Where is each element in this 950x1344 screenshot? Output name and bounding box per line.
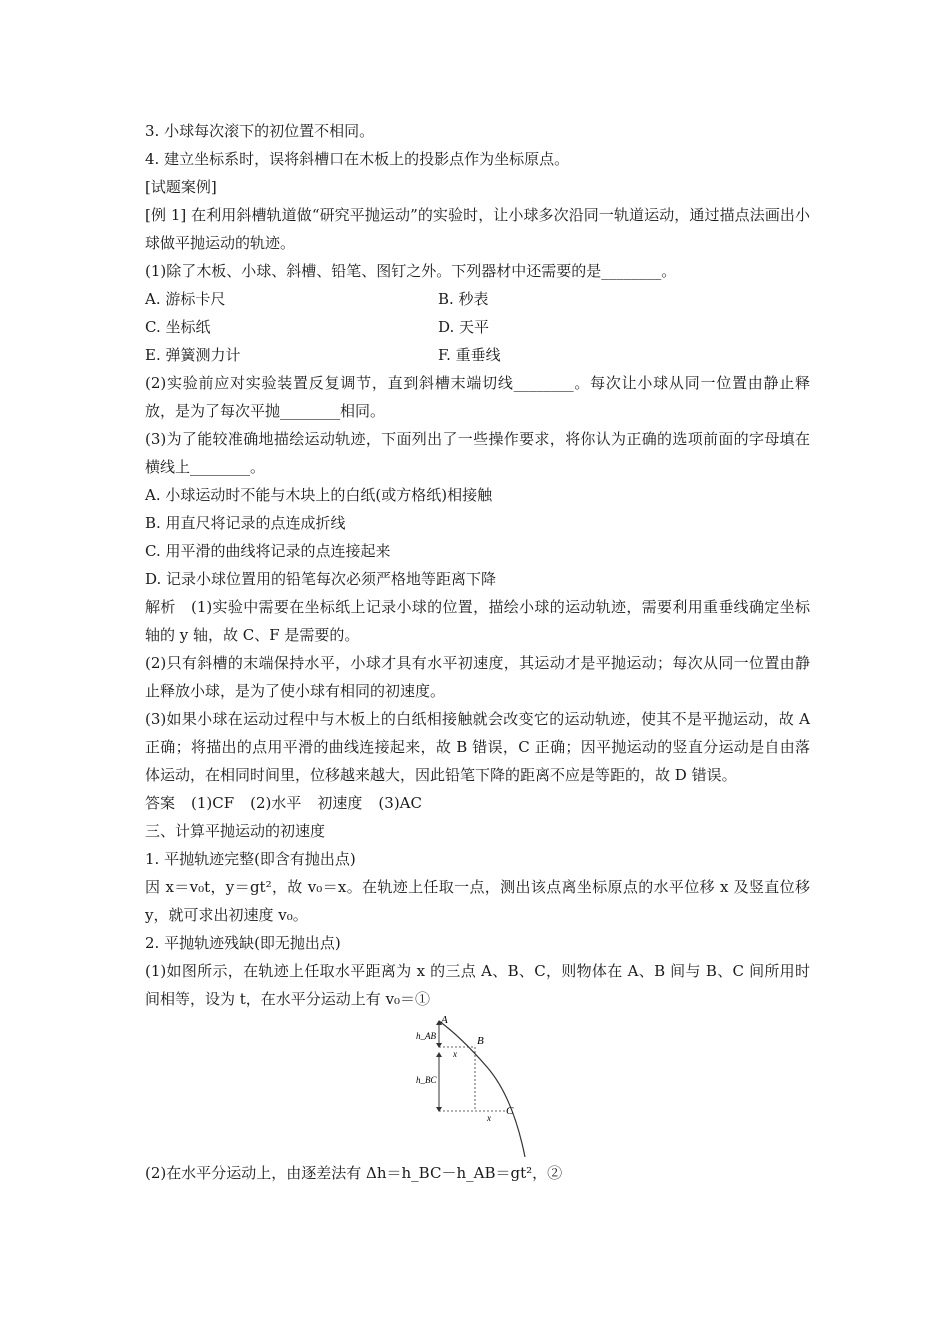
- question-2: (2)实验前应对实验装置反复调节，直到斜槽末端切线________。每次让小球从同一位置由静止释放，是为了每次平抛________相同。: [145, 374, 810, 420]
- error-item-4: 4. 建立坐标系时，误将斜槽口在木板上的投影点作为坐标原点。: [145, 150, 570, 168]
- question-1: (1)除了木板、小球、斜槽、铅笔、图钉之外。下列器材中还需要的是________。: [145, 262, 677, 280]
- question-3-option-c: C. 用平滑的曲线将记录的点连接起来: [145, 542, 391, 560]
- x-label-ab: x: [453, 1049, 457, 1059]
- option-row: [145, 313, 810, 341]
- answer-3: (3)AC: [378, 794, 422, 812]
- option-d: D. 天平: [438, 318, 490, 336]
- hab-label: h_AB: [416, 1031, 436, 1041]
- point-c-label: C: [506, 1105, 514, 1117]
- answer-label: 答案: [145, 794, 176, 812]
- question-3-option-d: D. 记录小球位置用的铅笔每次必须严格地等距离下降: [145, 570, 497, 588]
- solution-part-1: 解析 (1)实验中需要在坐标纸上记录小球的位置，描绘小球的运动轨迹，需要利用重垂线确定坐标轴的 y 轴，故 C、F 是需要的。: [145, 598, 810, 644]
- option-b: B. 秒表: [438, 290, 489, 308]
- question-3-option-b: B. 用直尺将记录的点连成折线: [145, 514, 346, 532]
- case-2-step-2: (2)在水平分运动上，由逐差法有 Δh＝h_BC－h_AB＝gt²，②: [145, 1164, 563, 1182]
- document-body: [145, 117, 810, 1187]
- option-a: A. 游标卡尺: [145, 290, 226, 308]
- example-1-prompt: [例 1] 在利用斜槽轨道做“研究平抛运动”的实验时，让小球多次沿同一轨道运动，通过描点法画出小球做平抛运动的轨迹。: [145, 206, 810, 252]
- question-3: (3)为了能较准确地描绘运动轨迹，下面列出了一些操作要求，将你认为正确的选项前面的字母填在横线上________。: [145, 430, 810, 476]
- answer-2b: 初速度: [317, 794, 363, 812]
- x-label-bc: x: [487, 1113, 491, 1123]
- solution-part-3: (3)如果小球在运动过程中与木板上的白纸相接触就会改变它的运动轨迹，使其不是平抛运动，故 A 正确；将描出的点用平滑的曲线连接起来，故 B 错误，C 正确；因平抛运动的竖直分运动是自由落体运动，在相同时间里，位移越来越大，因此铅笔下降的距离不应是等距的，故 D 错误。: [145, 710, 810, 784]
- point-b-label: B: [477, 1035, 484, 1047]
- trajectory-diagram: [413, 1015, 533, 1157]
- hbc-arrow-head-top: [436, 1052, 442, 1057]
- case-1-text: 因 x＝v₀t，y＝gt²，故 v₀＝x。在轨迹上任取一点，测出该点离坐标原点的水平位移 x 及竖直位移 y，就可求出初速度 v₀。: [145, 878, 810, 924]
- error-item-3: 3. 小球每次滚下的初位置不相同。: [145, 122, 375, 140]
- option-c: C. 坐标纸: [145, 318, 211, 336]
- case-2-heading: 2. 平抛轨迹残缺(即无抛出点): [145, 934, 341, 952]
- hbc-label: h_BC: [416, 1075, 437, 1085]
- option-e: E. 弹簧测力计: [145, 346, 241, 364]
- option-f: F. 重垂线: [438, 346, 501, 364]
- case-1-heading: 1. 平抛轨迹完整(即含有抛出点): [145, 850, 356, 868]
- answer-1: (1)CF: [191, 794, 235, 812]
- section-label-cases: [试题案例]: [145, 178, 217, 196]
- solution-part-2: (2)只有斜槽的末端保持水平，小球才具有水平初速度，其运动才是平抛运动；每次从同一位置由静止释放小球，是为了使小球有相同的初速度。: [145, 654, 810, 700]
- section-heading-3: 三、计算平抛运动的初速度: [145, 822, 326, 840]
- option-row: [145, 285, 810, 313]
- answer-2: (2)水平: [250, 794, 302, 812]
- answer-line: [145, 789, 810, 817]
- question-3-option-a: A. 小球运动时不能与木块上的白纸(或方格纸)相接触: [145, 486, 493, 504]
- case-2-text: (1)如图所示，在轨迹上任取水平距离为 x 的三点 A、B、C，则物体在 A、B 间与 B、C 间所用时间相等，设为 t，在水平分运动上有 v₀＝①: [145, 962, 810, 1008]
- option-row: [145, 341, 810, 369]
- trajectory-figure: [145, 1013, 810, 1159]
- point-a-label: A: [441, 1015, 448, 1026]
